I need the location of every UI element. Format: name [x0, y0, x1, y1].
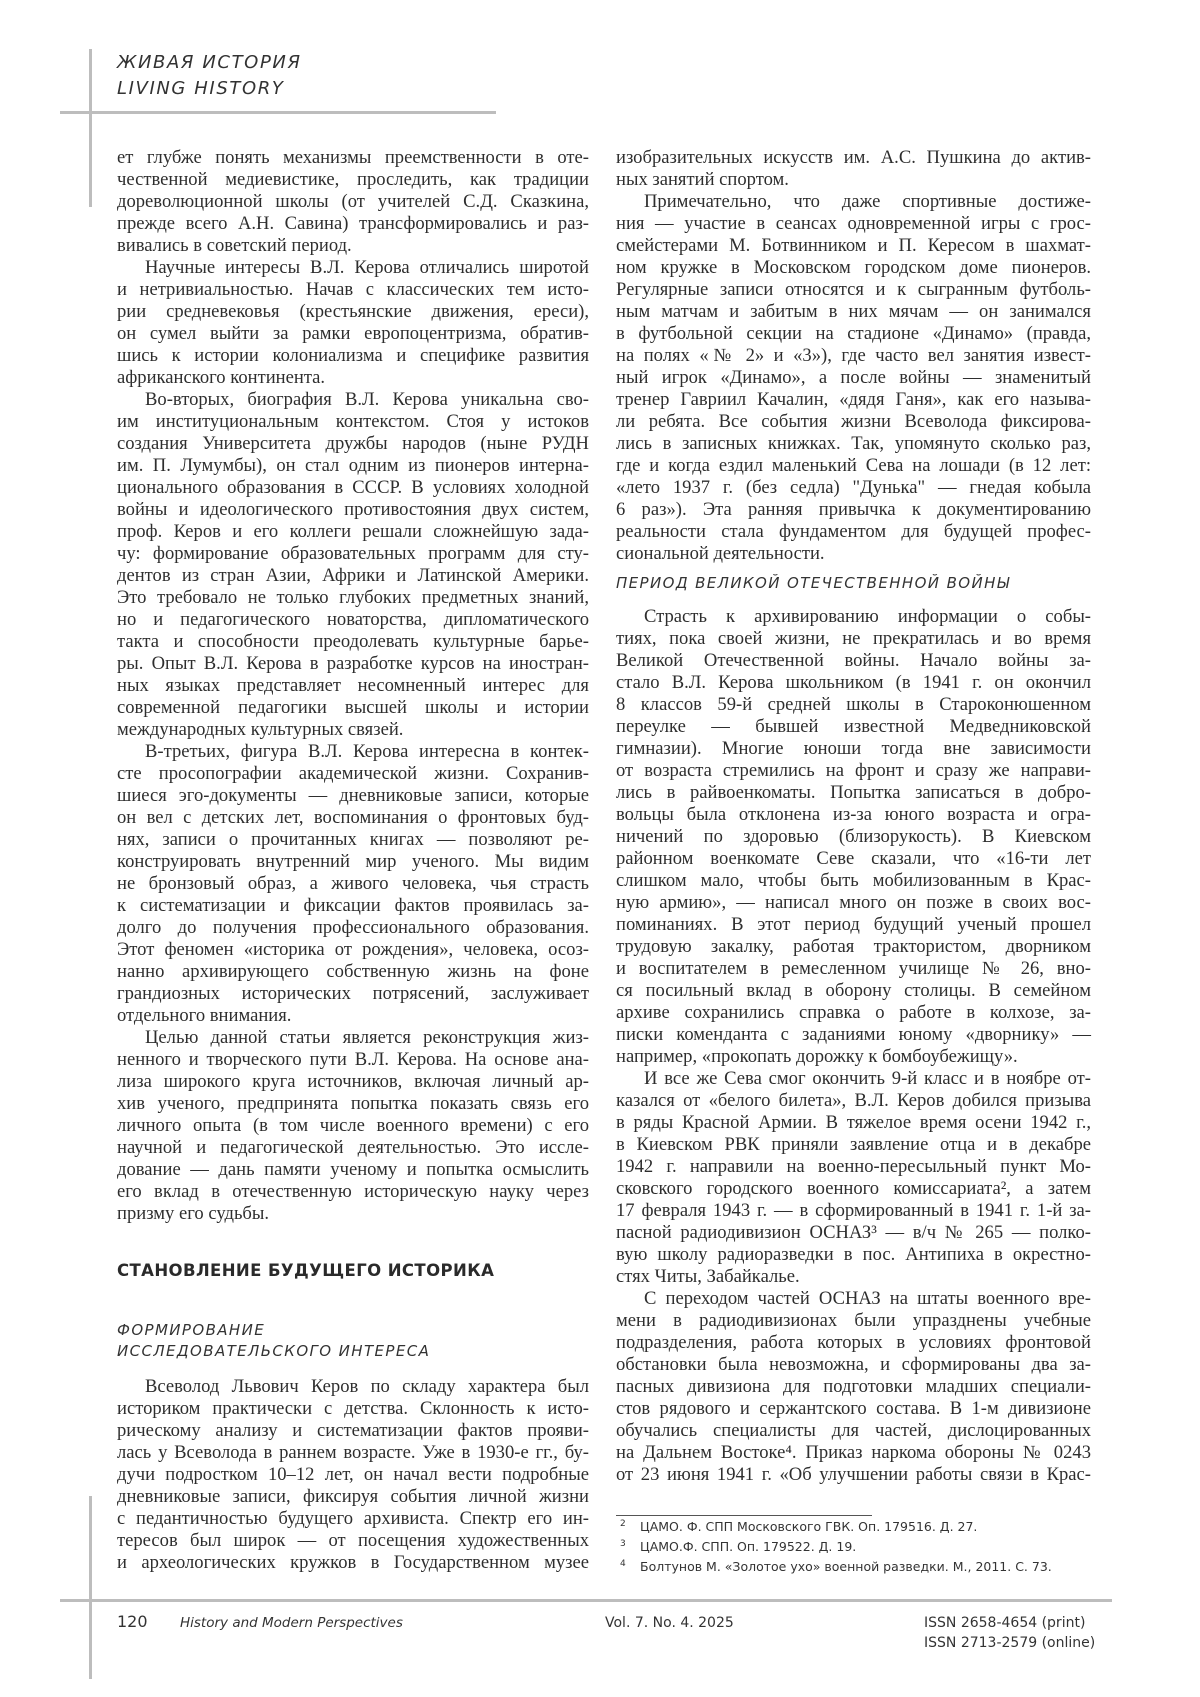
text-line: ненного и творческого пути В.Л. Керова. На основе ана- [117, 1049, 589, 1070]
text-line: лись в райвоенкоматы. Попытка записаться в добро- [616, 782, 1091, 803]
issn-print: ISSN 2658-4654 (print) [924, 1615, 1086, 1631]
text-line: ры. Опыт В.Л. Керова в разработке курсов на иностран- [117, 653, 589, 674]
running-header-ru: ЖИВАЯ ИСТОРИЯ [117, 52, 302, 73]
text-line: слишком мало, чтобы быть мобилизованным в Крас- [616, 870, 1091, 891]
text-line: войны и идеологического противостояния двух систем, [117, 499, 589, 520]
text-line: стало В.Л. Керова школьником (в 1941 г. он окончил [616, 672, 1091, 693]
paragraph [117, 389, 589, 741]
text-line: Регулярные записи относятся и к сыгранным футболь- [616, 279, 1091, 300]
footnote-4 [620, 1557, 1052, 1577]
text-line: от возраста стремились на фронт и сразу же направи- [616, 760, 1091, 781]
text-line: с педантичностью будущего архивиста. Спектр его ин- [117, 1508, 589, 1529]
paragraph [616, 147, 1091, 191]
text-line: вивались в советский период. [117, 235, 352, 256]
text-line: дневниковые записи, фиксируя события личной жизни [117, 1486, 589, 1507]
subheading-war-period: ПЕРИОД ВЕЛИКОЙ ОТЕЧЕСТВЕННОЙ ВОЙНЫ [616, 574, 1011, 592]
left-column-text-2 [117, 1376, 589, 1574]
text-line: тересов был широк — от посещения художественных [117, 1530, 589, 1551]
text-line: нях, записи о прочитанных книгах — позволяют ре- [117, 829, 589, 850]
text-line: ный игрок «Динамо», а после войны — знаменитый [616, 367, 1091, 388]
text-line: историком практически с детства. Склонность к исто- [117, 1398, 589, 1419]
text-line: на полях «№ 2» и «3»), где часто вел занятия извест- [616, 345, 1091, 366]
text-line: ния — участие в сеансах одновременной игры с грос- [616, 213, 1091, 234]
footnote-number: 2 [620, 1519, 626, 1529]
text-line: он сумел выйти за рамки европоцентризма, обратив- [117, 323, 589, 344]
text-line: Целью данной статьи является реконструкция жиз- [145, 1027, 589, 1048]
running-header-en: LIVING HISTORY [117, 78, 285, 99]
text-line: районном военкомате Севе сказали, что «16-ти лет [616, 848, 1091, 869]
text-line: 8 классов 59-й средней школы в Староконюшенном [616, 694, 1091, 715]
page-number: 120 [117, 1612, 148, 1631]
text-line: научной и педагогической деятельностью. Это иссле- [117, 1137, 589, 1158]
text-line: призму его судьбы. [117, 1203, 270, 1224]
text-line: дучи подростком 10–12 лет, он начал вести подробные [117, 1464, 589, 1485]
paragraph [117, 257, 589, 389]
text-line: дование — дань памяти ученому и попытка осмыслить [117, 1159, 589, 1180]
text-line: Всеволод Львович Керов по складу характера был [145, 1376, 589, 1397]
issue-info: Vol. 7. No. 4. 2025 [605, 1615, 734, 1631]
text-line: Страсть к архивированию информации о собы- [644, 606, 1091, 627]
text-line: Этот феномен «историка от рождения», человека, осоз- [117, 939, 589, 960]
text-line: ных занятий спортом. [616, 169, 789, 190]
text-line: ным матчам и забитым в них мячам — он занимался [616, 301, 1091, 322]
paragraph [616, 1288, 1091, 1486]
text-line: в Киевском РВК приняли заявление отца и в декабре [616, 1134, 1091, 1155]
text-line: ли ребята. Все события жизни Всеволода фиксирова- [616, 411, 1091, 432]
issn-online: ISSN 2713-2579 (online) [924, 1635, 1096, 1651]
text-line: ционального образования в СССР. В условиях холодной [117, 477, 589, 498]
text-line: шиеся эго-документы — дневниковые записи, которые [117, 785, 589, 806]
text-line: чественной медиевистике, проследить, как традиции [117, 169, 589, 190]
text-line: конструировать внутренний мир ученого. Мы видим [117, 851, 589, 872]
paragraph [616, 606, 1091, 1068]
right-column-text-2 [616, 606, 1091, 1486]
text-line: грандиозных исторических потрясений, заслуживает [117, 983, 589, 1004]
text-line: казался от «белого билета», В.Л. Керов добился призыва [616, 1090, 1091, 1111]
text-line: от 23 июня 1941 г. «Об улучшении работы связи в Крас- [616, 1464, 1091, 1485]
text-line: и нетривиальностью. Начав с классических тем исто- [117, 279, 589, 300]
text-line: писки коменданта с заданиями юному «дворнику» — [616, 1024, 1091, 1045]
section-heading: СТАНОВЛЕНИЕ БУДУЩЕГО ИСТОРИКА [117, 1261, 495, 1280]
text-line: ничений по здоровью (близорукость). В Киевском [616, 826, 1091, 847]
text-line: сковского городского военного комиссариата², а затем [616, 1178, 1091, 1199]
text-line: Во-вторых, биография В.Л. Керова уникальна сво- [145, 389, 589, 410]
footnote-text: Болтунов М. «Золотое ухо» военной разведки. М., 2011. С. 73. [640, 1559, 1052, 1574]
text-line: ет глубже понять механизмы преемственности в оте- [117, 147, 589, 168]
text-line: пасной радиодивизион ОСНАЗ³ — в/ч № 265 — полко- [616, 1222, 1091, 1243]
text-line: переулке — бывшей известной Медведниковской [616, 716, 1091, 737]
text-line: африканского континента. [117, 367, 326, 388]
text-line: лась у Всеволода в раннем возрасте. Уже в 1930-е гг., бу- [117, 1442, 589, 1463]
text-line: вую школу радиоразведки в пос. Антипиха в окрестно- [616, 1244, 1091, 1265]
text-line: рическому анализу и систематизации фактов прояви- [117, 1420, 589, 1441]
text-line: Великой Отечественной войны. Начало войны за- [616, 650, 1091, 671]
text-line: дентов из стран Азии, Африки и Латинской Америки. [117, 565, 589, 586]
text-line: такта и способности преодолевать культурные барье- [117, 631, 589, 652]
text-line: дореволюционной школы (от учителей С.Д. Сказкина, [117, 191, 589, 212]
right-column-text-1 [616, 147, 1091, 565]
text-line: тренер Гавриил Качалин, «дядя Ганя», как его называ- [616, 389, 1091, 410]
text-line: его вклад в отечественную историческую науку через [117, 1181, 589, 1202]
text-line: обучались специалисты для частей, дислоцированных [616, 1420, 1091, 1441]
text-line: архиве сохранились справка о работе в колхозе, за- [616, 1002, 1091, 1023]
text-line: нанно архивирующего собственную жизнь на фоне [117, 961, 589, 982]
text-line: в футбольной секции на стадионе «Динамо» (правда, [616, 323, 1091, 344]
paragraph [117, 1027, 589, 1225]
text-line: к систематизации и фиксации фактов проявилась за- [117, 895, 589, 916]
subheading-line-1: ФОРМИРОВАНИЕ [117, 1321, 266, 1339]
text-line: им. П. Лумумбы), он стал одним из пионеров интерна- [117, 455, 589, 476]
footnote-separator [616, 1515, 872, 1516]
text-line: проф. Керов и его коллеги решали сложнейшую зада- [117, 521, 589, 542]
text-line: смейстерами М. Ботвинником и П. Кересом в шахмат- [616, 235, 1091, 256]
header-vertical-rule [89, 49, 92, 207]
text-line: на Дальнем Востоке⁴. Приказ наркома обороны № 0243 [616, 1442, 1091, 1463]
text-line: в ряды Красной Армии. В тяжелое время осени 1942 г., [616, 1112, 1091, 1133]
text-line: и археологических кружков в Государственном музее [117, 1552, 589, 1573]
footnote-3 [620, 1537, 856, 1557]
text-line: чу: формирование образовательных программ для сту- [117, 543, 589, 564]
text-line: изобразительных искусств им. А.С. Пушкина до актив- [616, 147, 1091, 168]
text-line: гимназии). Многие юноши тогда вне зависимости [616, 738, 1091, 759]
footnote-number: 4 [620, 1559, 626, 1569]
text-line: Это требовало не только глубоких предметных знаний, [117, 587, 589, 608]
text-line: лись в записных книжках. Так, упомянуто сколько раз, [616, 433, 1091, 454]
text-line: реальности стала фундаментом для будущей профес- [616, 521, 1091, 542]
text-line: сиональной деятельности. [616, 543, 825, 564]
paragraph [117, 741, 589, 1027]
text-line: например, «прокопать дорожку к бомбоубежищу». [616, 1046, 1018, 1067]
footnote-text: ЦАМО.Ф. СПП. Оп. 179522. Д. 19. [640, 1539, 857, 1554]
text-line: долго до получения профессионального образования. [117, 917, 589, 938]
text-line: он вел с детских лет, воспоминания о фронтовых буд- [117, 807, 589, 828]
text-line: рии средневековья (крестьянские движения, ереси), [117, 301, 589, 322]
paragraph [616, 1068, 1091, 1288]
text-line: где и когда ездил маленький Сева на лошади (в 12 лет: [616, 455, 1091, 476]
text-line: пасных дивизиона для подготовки младших специали- [616, 1376, 1091, 1397]
text-line: трудовую закалку, работая трактористом, дворником [616, 936, 1091, 957]
text-line: 6 раз»). Эта ранняя привычка к документированию [616, 499, 1091, 520]
text-line: хив ученого, предпринята попытка показать связь его [117, 1093, 589, 1114]
text-line: и воспитателем в ремесленном училище № 26, вно- [616, 958, 1091, 979]
text-line: шись к истории колониализма и специфике развития [117, 345, 589, 366]
text-line: И все же Сева смог окончить 9-й класс и в ноябре от- [644, 1068, 1091, 1089]
text-line: современной педагогики высшей школы и истории [117, 697, 589, 718]
text-line: сте просопографии академической жизни. Сохранив- [117, 763, 589, 784]
text-line: Научные интересы В.Л. Керова отличались широтой [145, 257, 589, 278]
text-line: «лето 1937 г. (без седла) "Дунька" — гнедая кобыла [616, 477, 1091, 498]
text-line: стов рядового и сержантского состава. В 1-м дивизионе [616, 1398, 1091, 1419]
footer-vertical-rule [89, 1496, 92, 1679]
subheading-line-2: ИССЛЕДОВАТЕЛЬСКОГО ИНТЕРЕСА [117, 1342, 431, 1360]
text-line: обстановки была невозможна, и сформированы два за- [616, 1354, 1091, 1375]
text-line: ную армию», — написал много он позже в своих вос- [616, 892, 1091, 913]
text-line: лиза широкого круга источников, включая личный ар- [117, 1071, 589, 1092]
text-line: международных культурных связей. [117, 719, 404, 740]
text-line: 17 февраля 1943 г. — в сформированный в 1941 г. 1-й за- [616, 1200, 1091, 1221]
footnote-2 [620, 1517, 977, 1537]
text-line: В-третьих, фигура В.Л. Керова интересна в контек- [145, 741, 589, 762]
text-line: С переходом частей ОСНАЗ на штаты военного вре- [644, 1288, 1091, 1309]
footnote-number: 3 [620, 1539, 626, 1549]
journal-name: History and Modern Perspectives [180, 1615, 403, 1631]
text-line: мени в радиодивизионах были упразднены учебные [616, 1310, 1091, 1331]
text-line: не бронзовый образ, а живого человека, чья страсть [117, 873, 589, 894]
text-line: стях Читы, Забайкалье. [616, 1266, 800, 1287]
text-line: Примечательно, что даже спортивные достиже- [644, 191, 1091, 212]
text-line: 1942 г. направили на военно-пересыльный пункт Мо- [616, 1156, 1091, 1177]
text-line: ся посильный вклад в оборону столицы. В семейном [616, 980, 1091, 1001]
text-line: им институциональным контекстом. Стоя у истоков [117, 411, 589, 432]
footer-horizontal-rule [60, 1599, 1112, 1602]
paragraph [616, 191, 1091, 565]
text-line: подразделения, работа которых в условиях фронтовой [616, 1332, 1091, 1353]
footnote-text: ЦАМО. Ф. СПП Московского ГВК. Оп. 179516. Д. 27. [640, 1519, 978, 1534]
paragraph [117, 147, 589, 257]
text-line: но и педагогического новаторства, дипломатического [117, 609, 589, 630]
header-horizontal-rule [60, 111, 496, 114]
text-line: личного опыта (в том числе военного времени) с его [117, 1115, 589, 1136]
text-line: тиях, пока своей жизни, не прекратилась и во время [616, 628, 1091, 649]
text-line: создания Университета дружбы народов (ныне РУДН [117, 433, 589, 454]
text-line: прежде всего А.Н. Савина) трансформировались и раз- [117, 213, 589, 234]
text-line: ных языках представляет несомненный интерес для [117, 675, 589, 696]
text-line: ном кружке в Московском городском доме пионеров. [616, 257, 1091, 278]
text-line: отдельного внимания. [117, 1005, 292, 1026]
text-line: поминаниях. В этот период будущий ученый прошел [616, 914, 1091, 935]
left-column-text-1 [117, 147, 589, 1225]
text-line: вольцы была отклонена из-за юного возраста и огра- [616, 804, 1091, 825]
paragraph [117, 1376, 589, 1574]
